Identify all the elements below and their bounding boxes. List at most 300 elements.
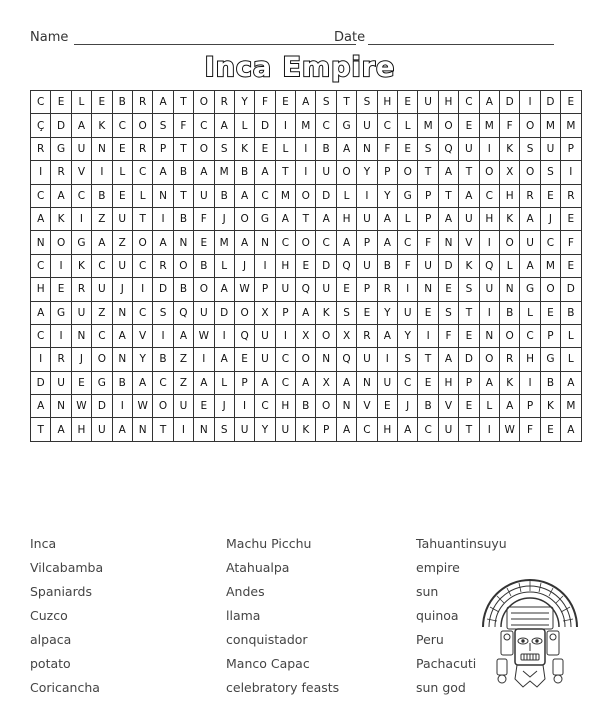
grid-letter[interactable]: O xyxy=(520,161,540,184)
grid-letter[interactable]: A xyxy=(479,91,499,114)
grid-letter[interactable]: G xyxy=(520,278,540,301)
grid-letter[interactable]: R xyxy=(377,278,397,301)
grid-letter[interactable]: J xyxy=(112,278,132,301)
grid-letter[interactable]: O xyxy=(153,395,173,418)
grid-letter[interactable]: X xyxy=(316,371,336,394)
grid-letter[interactable]: E xyxy=(561,207,581,230)
grid-letter[interactable]: N xyxy=(31,231,51,254)
grid-letter[interactable]: L xyxy=(398,114,418,137)
grid-letter[interactable]: E xyxy=(194,231,214,254)
grid-letter[interactable]: O xyxy=(296,231,316,254)
grid-letter[interactable]: N xyxy=(92,137,112,160)
grid-letter[interactable]: A xyxy=(520,254,540,277)
grid-letter[interactable]: E xyxy=(561,254,581,277)
grid-letter[interactable]: A xyxy=(336,418,356,441)
grid-letter[interactable]: P xyxy=(357,278,377,301)
grid-letter[interactable]: J xyxy=(214,207,234,230)
grid-letter[interactable]: E xyxy=(112,184,132,207)
grid-letter[interactable]: C xyxy=(479,184,499,207)
grid-letter[interactable]: Y xyxy=(377,301,397,324)
grid-letter[interactable]: Q xyxy=(296,278,316,301)
grid-letter[interactable]: B xyxy=(92,184,112,207)
grid-letter[interactable]: D xyxy=(316,184,336,207)
grid-letter[interactable]: E xyxy=(234,348,254,371)
grid-letter[interactable]: C xyxy=(153,371,173,394)
grid-letter[interactable]: E xyxy=(92,91,112,114)
grid-letter[interactable]: A xyxy=(275,207,295,230)
grid-letter[interactable]: A xyxy=(153,231,173,254)
grid-letter[interactable]: U xyxy=(316,278,336,301)
grid-letter[interactable]: Q xyxy=(479,254,499,277)
grid-letter[interactable]: F xyxy=(398,254,418,277)
grid-letter[interactable]: V xyxy=(438,395,458,418)
grid-letter[interactable]: E xyxy=(377,395,397,418)
grid-letter[interactable]: L xyxy=(561,324,581,347)
grid-letter[interactable]: H xyxy=(377,418,397,441)
grid-letter[interactable]: A xyxy=(255,371,275,394)
grid-letter[interactable]: A xyxy=(51,418,71,441)
grid-letter[interactable]: U xyxy=(112,254,132,277)
grid-letter[interactable]: I xyxy=(51,254,71,277)
grid-letter[interactable]: L xyxy=(214,254,234,277)
grid-letter[interactable]: I xyxy=(31,161,51,184)
grid-letter[interactable]: F xyxy=(499,114,519,137)
grid-letter[interactable]: S xyxy=(438,301,458,324)
grid-letter[interactable]: E xyxy=(418,301,438,324)
grid-letter[interactable]: L xyxy=(520,301,540,324)
grid-letter[interactable]: U xyxy=(316,161,336,184)
grid-letter[interactable]: O xyxy=(499,324,519,347)
grid-letter[interactable]: C xyxy=(418,418,438,441)
grid-letter[interactable]: W xyxy=(71,395,91,418)
grid-letter[interactable]: N xyxy=(194,418,214,441)
grid-letter[interactable]: C xyxy=(520,324,540,347)
grid-letter[interactable]: C xyxy=(92,254,112,277)
grid-letter[interactable]: C xyxy=(31,254,51,277)
grid-letter[interactable]: S xyxy=(398,348,418,371)
grid-letter[interactable]: P xyxy=(561,137,581,160)
grid-letter[interactable]: W xyxy=(499,418,519,441)
grid-letter[interactable]: U xyxy=(357,348,377,371)
grid-letter[interactable]: G xyxy=(398,184,418,207)
grid-letter[interactable]: A xyxy=(92,231,112,254)
grid-letter[interactable]: D xyxy=(316,254,336,277)
grid-letter[interactable]: R xyxy=(520,184,540,207)
grid-letter[interactable]: O xyxy=(234,207,254,230)
grid-letter[interactable]: U xyxy=(357,207,377,230)
grid-letter[interactable]: I xyxy=(398,278,418,301)
grid-letter[interactable]: D xyxy=(214,301,234,324)
grid-letter[interactable]: C xyxy=(31,91,51,114)
grid-letter[interactable]: O xyxy=(336,161,356,184)
grid-letter[interactable]: T xyxy=(459,301,479,324)
grid-letter[interactable]: T xyxy=(173,184,193,207)
grid-letter[interactable]: I xyxy=(561,161,581,184)
grid-letter[interactable]: L xyxy=(234,114,254,137)
grid-letter[interactable]: N xyxy=(71,324,91,347)
grid-letter[interactable]: E xyxy=(51,278,71,301)
grid-letter[interactable]: E xyxy=(296,254,316,277)
grid-letter[interactable]: Q xyxy=(234,324,254,347)
grid-letter[interactable]: B xyxy=(234,161,254,184)
grid-letter[interactable]: L xyxy=(336,184,356,207)
grid-letter[interactable]: P xyxy=(377,161,397,184)
grid-letter[interactable]: A xyxy=(377,207,397,230)
grid-letter[interactable]: B xyxy=(173,207,193,230)
grid-letter[interactable]: T xyxy=(153,418,173,441)
grid-letter[interactable]: P xyxy=(459,371,479,394)
grid-letter[interactable]: K xyxy=(51,207,71,230)
grid-letter[interactable]: U xyxy=(357,114,377,137)
grid-letter[interactable]: A xyxy=(112,418,132,441)
grid-letter[interactable]: O xyxy=(132,231,152,254)
grid-letter[interactable]: U xyxy=(275,418,295,441)
grid-letter[interactable]: V xyxy=(132,324,152,347)
grid-letter[interactable]: Y xyxy=(398,324,418,347)
grid-letter[interactable]: A xyxy=(561,371,581,394)
grid-letter[interactable]: G xyxy=(71,231,91,254)
grid-letter[interactable]: M xyxy=(561,114,581,137)
grid-letter[interactable]: P xyxy=(234,371,254,394)
grid-letter[interactable]: T xyxy=(438,184,458,207)
grid-letter[interactable]: I xyxy=(31,348,51,371)
grid-letter[interactable]: I xyxy=(275,324,295,347)
grid-letter[interactable]: M xyxy=(214,231,234,254)
grid-letter[interactable]: S xyxy=(418,137,438,160)
grid-letter[interactable]: I xyxy=(92,161,112,184)
grid-letter[interactable]: E xyxy=(275,91,295,114)
grid-letter[interactable]: I xyxy=(296,161,316,184)
grid-letter[interactable]: C xyxy=(316,114,336,137)
grid-letter[interactable]: H xyxy=(377,91,397,114)
grid-letter[interactable]: N xyxy=(112,301,132,324)
grid-letter[interactable]: K xyxy=(92,114,112,137)
grid-letter[interactable]: C xyxy=(316,231,336,254)
grid-letter[interactable]: A xyxy=(51,184,71,207)
grid-letter[interactable]: O xyxy=(194,278,214,301)
grid-letter[interactable]: T xyxy=(132,207,152,230)
grid-letter[interactable]: A xyxy=(194,161,214,184)
grid-letter[interactable]: S xyxy=(336,301,356,324)
grid-letter[interactable]: I xyxy=(479,231,499,254)
grid-letter[interactable]: U xyxy=(173,395,193,418)
grid-letter[interactable]: N xyxy=(173,231,193,254)
grid-letter[interactable]: P xyxy=(316,418,336,441)
grid-letter[interactable]: E xyxy=(459,395,479,418)
grid-letter[interactable]: W xyxy=(132,395,152,418)
grid-letter[interactable]: C xyxy=(194,114,214,137)
grid-letter[interactable]: E xyxy=(418,371,438,394)
grid-letter[interactable]: P xyxy=(418,184,438,207)
grid-letter[interactable]: Q xyxy=(438,137,458,160)
grid-letter[interactable]: B xyxy=(540,371,560,394)
grid-letter[interactable]: L xyxy=(479,395,499,418)
grid-letter[interactable]: I xyxy=(377,348,397,371)
grid-letter[interactable]: L xyxy=(499,254,519,277)
grid-letter[interactable]: A xyxy=(153,161,173,184)
grid-letter[interactable]: U xyxy=(71,137,91,160)
grid-letter[interactable]: A xyxy=(31,395,51,418)
grid-letter[interactable]: Z xyxy=(112,231,132,254)
grid-letter[interactable]: A xyxy=(296,91,316,114)
grid-letter[interactable]: J xyxy=(234,254,254,277)
grid-letter[interactable]: Z xyxy=(92,207,112,230)
grid-letter[interactable]: V xyxy=(71,161,91,184)
grid-letter[interactable]: X xyxy=(499,161,519,184)
grid-letter[interactable]: U xyxy=(71,301,91,324)
grid-letter[interactable]: B xyxy=(296,395,316,418)
grid-letter[interactable]: L xyxy=(214,371,234,394)
grid-letter[interactable]: B xyxy=(377,254,397,277)
grid-letter[interactable]: I xyxy=(479,418,499,441)
grid-letter[interactable]: L xyxy=(112,161,132,184)
grid-letter[interactable]: G xyxy=(92,371,112,394)
grid-letter[interactable]: A xyxy=(377,324,397,347)
grid-letter[interactable]: O xyxy=(173,254,193,277)
grid-letter[interactable]: F xyxy=(377,137,397,160)
grid-letter[interactable]: I xyxy=(71,207,91,230)
grid-letter[interactable]: N xyxy=(51,395,71,418)
grid-letter[interactable]: U xyxy=(438,418,458,441)
grid-letter[interactable]: I xyxy=(296,137,316,160)
grid-letter[interactable]: D xyxy=(499,91,519,114)
grid-letter[interactable]: R xyxy=(153,254,173,277)
grid-letter[interactable]: E xyxy=(438,278,458,301)
grid-letter[interactable]: A xyxy=(71,114,91,137)
grid-letter[interactable]: T xyxy=(418,161,438,184)
grid-letter[interactable]: E xyxy=(398,137,418,160)
grid-letter[interactable]: U xyxy=(479,278,499,301)
grid-letter[interactable]: U xyxy=(255,324,275,347)
grid-letter[interactable]: N xyxy=(336,395,356,418)
grid-letter[interactable]: M xyxy=(418,114,438,137)
grid-letter[interactable]: I xyxy=(194,348,214,371)
grid-letter[interactable]: H xyxy=(336,207,356,230)
grid-letter[interactable]: I xyxy=(357,184,377,207)
grid-letter[interactable]: D xyxy=(51,114,71,137)
grid-letter[interactable]: O xyxy=(194,91,214,114)
grid-letter[interactable]: A xyxy=(214,114,234,137)
grid-letter[interactable]: B xyxy=(561,301,581,324)
grid-letter[interactable]: L xyxy=(561,348,581,371)
grid-letter[interactable]: F xyxy=(173,114,193,137)
grid-letter[interactable]: E xyxy=(561,91,581,114)
grid-letter[interactable]: G xyxy=(255,207,275,230)
grid-letter[interactable]: D xyxy=(31,371,51,394)
grid-letter[interactable]: K xyxy=(459,254,479,277)
grid-letter[interactable]: S xyxy=(459,278,479,301)
grid-letter[interactable]: S xyxy=(357,91,377,114)
grid-letter[interactable]: E xyxy=(112,137,132,160)
grid-letter[interactable]: E xyxy=(255,137,275,160)
grid-letter[interactable]: X xyxy=(255,301,275,324)
grid-letter[interactable]: Y xyxy=(255,418,275,441)
grid-letter[interactable]: C xyxy=(398,371,418,394)
grid-letter[interactable]: H xyxy=(31,278,51,301)
grid-letter[interactable]: E xyxy=(357,301,377,324)
grid-letter[interactable]: U xyxy=(459,137,479,160)
grid-letter[interactable]: E xyxy=(459,324,479,347)
grid-letter[interactable]: B xyxy=(214,184,234,207)
grid-letter[interactable]: L xyxy=(398,207,418,230)
grid-letter[interactable]: C xyxy=(31,184,51,207)
grid-letter[interactable]: H xyxy=(71,418,91,441)
grid-letter[interactable]: T xyxy=(275,161,295,184)
grid-letter[interactable]: S xyxy=(153,301,173,324)
grid-letter[interactable]: O xyxy=(520,114,540,137)
grid-letter[interactable]: U xyxy=(418,254,438,277)
grid-letter[interactable]: D xyxy=(561,278,581,301)
grid-letter[interactable]: S xyxy=(153,114,173,137)
grid-letter[interactable]: I xyxy=(132,278,152,301)
grid-letter[interactable]: P xyxy=(520,395,540,418)
grid-letter[interactable]: O xyxy=(398,161,418,184)
grid-letter[interactable]: A xyxy=(214,348,234,371)
grid-letter[interactable]: M xyxy=(561,395,581,418)
grid-letter[interactable]: I xyxy=(214,324,234,347)
name-line[interactable] xyxy=(74,44,356,45)
grid-letter[interactable]: A xyxy=(234,231,254,254)
grid-letter[interactable]: A xyxy=(336,137,356,160)
grid-letter[interactable]: N xyxy=(418,278,438,301)
grid-letter[interactable]: R xyxy=(561,184,581,207)
grid-letter[interactable]: A xyxy=(112,324,132,347)
grid-letter[interactable]: A xyxy=(438,207,458,230)
grid-letter[interactable]: A xyxy=(398,418,418,441)
grid-letter[interactable]: N xyxy=(438,231,458,254)
grid-letter[interactable]: E xyxy=(398,91,418,114)
grid-letter[interactable]: L xyxy=(71,91,91,114)
grid-letter[interactable]: O xyxy=(499,231,519,254)
grid-letter[interactable]: T xyxy=(173,91,193,114)
grid-letter[interactable]: B xyxy=(499,301,519,324)
grid-letter[interactable]: E xyxy=(459,114,479,137)
grid-letter[interactable]: K xyxy=(499,371,519,394)
grid-letter[interactable]: Ç xyxy=(31,114,51,137)
grid-letter[interactable]: I xyxy=(479,137,499,160)
grid-letter[interactable]: U xyxy=(520,231,540,254)
grid-letter[interactable]: H xyxy=(479,207,499,230)
grid-letter[interactable]: G xyxy=(540,348,560,371)
grid-letter[interactable]: O xyxy=(296,348,316,371)
grid-letter[interactable]: T xyxy=(459,418,479,441)
grid-letter[interactable]: C xyxy=(255,395,275,418)
grid-letter[interactable]: I xyxy=(520,91,540,114)
grid-letter[interactable]: A xyxy=(31,207,51,230)
grid-letter[interactable]: Y xyxy=(234,91,254,114)
grid-letter[interactable]: U xyxy=(234,418,254,441)
grid-letter[interactable]: K xyxy=(71,254,91,277)
grid-letter[interactable]: A xyxy=(499,395,519,418)
grid-letter[interactable]: O xyxy=(540,278,560,301)
grid-letter[interactable]: C xyxy=(398,231,418,254)
grid-letter[interactable]: B xyxy=(173,278,193,301)
grid-letter[interactable]: Q xyxy=(336,254,356,277)
grid-letter[interactable]: N xyxy=(316,348,336,371)
grid-letter[interactable]: W xyxy=(194,324,214,347)
grid-letter[interactable]: O xyxy=(51,231,71,254)
grid-letter[interactable]: O xyxy=(479,348,499,371)
grid-letter[interactable]: K xyxy=(234,137,254,160)
grid-letter[interactable]: R xyxy=(357,324,377,347)
grid-letter[interactable]: T xyxy=(459,161,479,184)
grid-letter[interactable]: D xyxy=(153,278,173,301)
grid-letter[interactable]: Y xyxy=(357,161,377,184)
grid-letter[interactable]: B xyxy=(173,161,193,184)
grid-letter[interactable]: C xyxy=(275,348,295,371)
grid-letter[interactable]: I xyxy=(112,395,132,418)
grid-letter[interactable]: D xyxy=(92,395,112,418)
grid-letter[interactable]: A xyxy=(132,371,152,394)
grid-letter[interactable]: K xyxy=(540,395,560,418)
grid-letter[interactable]: A xyxy=(520,207,540,230)
grid-letter[interactable]: P xyxy=(357,231,377,254)
grid-letter[interactable]: R xyxy=(71,278,91,301)
grid-letter[interactable]: O xyxy=(132,114,152,137)
grid-letter[interactable]: C xyxy=(377,114,397,137)
grid-letter[interactable]: C xyxy=(132,161,152,184)
grid-letter[interactable]: P xyxy=(255,278,275,301)
grid-letter[interactable]: E xyxy=(540,301,560,324)
grid-letter[interactable]: N xyxy=(357,137,377,160)
grid-letter[interactable]: S xyxy=(540,161,560,184)
grid-letter[interactable]: N xyxy=(112,348,132,371)
grid-letter[interactable]: A xyxy=(234,184,254,207)
grid-letter[interactable]: U xyxy=(51,371,71,394)
grid-letter[interactable]: D xyxy=(438,254,458,277)
grid-letter[interactable]: C xyxy=(357,418,377,441)
grid-letter[interactable]: T xyxy=(173,137,193,160)
grid-letter[interactable]: A xyxy=(316,207,336,230)
grid-letter[interactable]: P xyxy=(418,207,438,230)
grid-letter[interactable]: O xyxy=(296,184,316,207)
grid-letter[interactable]: P xyxy=(153,137,173,160)
grid-letter[interactable]: N xyxy=(255,231,275,254)
grid-letter[interactable]: M xyxy=(479,114,499,137)
grid-letter[interactable]: A xyxy=(336,231,356,254)
grid-letter[interactable]: A xyxy=(31,301,51,324)
grid-letter[interactable]: S xyxy=(316,91,336,114)
grid-letter[interactable]: K xyxy=(296,418,316,441)
grid-letter[interactable]: D xyxy=(459,348,479,371)
grid-letter[interactable]: B xyxy=(112,91,132,114)
grid-letter[interactable]: A xyxy=(336,371,356,394)
grid-letter[interactable]: V xyxy=(459,231,479,254)
grid-letter[interactable]: O xyxy=(194,137,214,160)
grid-letter[interactable]: T xyxy=(31,418,51,441)
grid-letter[interactable]: A xyxy=(377,231,397,254)
grid-letter[interactable]: F xyxy=(438,324,458,347)
grid-letter[interactable]: A xyxy=(479,371,499,394)
grid-letter[interactable]: A xyxy=(153,91,173,114)
grid-letter[interactable]: P xyxy=(275,301,295,324)
grid-letter[interactable]: R xyxy=(214,91,234,114)
grid-letter[interactable]: C xyxy=(275,231,295,254)
grid-letter[interactable]: B xyxy=(194,254,214,277)
grid-letter[interactable]: J xyxy=(71,348,91,371)
grid-letter[interactable]: M xyxy=(540,114,560,137)
grid-letter[interactable]: C xyxy=(540,231,560,254)
grid-letter[interactable]: S xyxy=(520,137,540,160)
grid-letter[interactable]: C xyxy=(275,371,295,394)
grid-letter[interactable]: T xyxy=(296,207,316,230)
grid-letter[interactable]: I xyxy=(418,324,438,347)
grid-letter[interactable]: M xyxy=(214,161,234,184)
grid-letter[interactable]: S xyxy=(214,137,234,160)
grid-letter[interactable]: T xyxy=(336,91,356,114)
grid-letter[interactable]: K xyxy=(316,301,336,324)
grid-letter[interactable]: C xyxy=(132,301,152,324)
